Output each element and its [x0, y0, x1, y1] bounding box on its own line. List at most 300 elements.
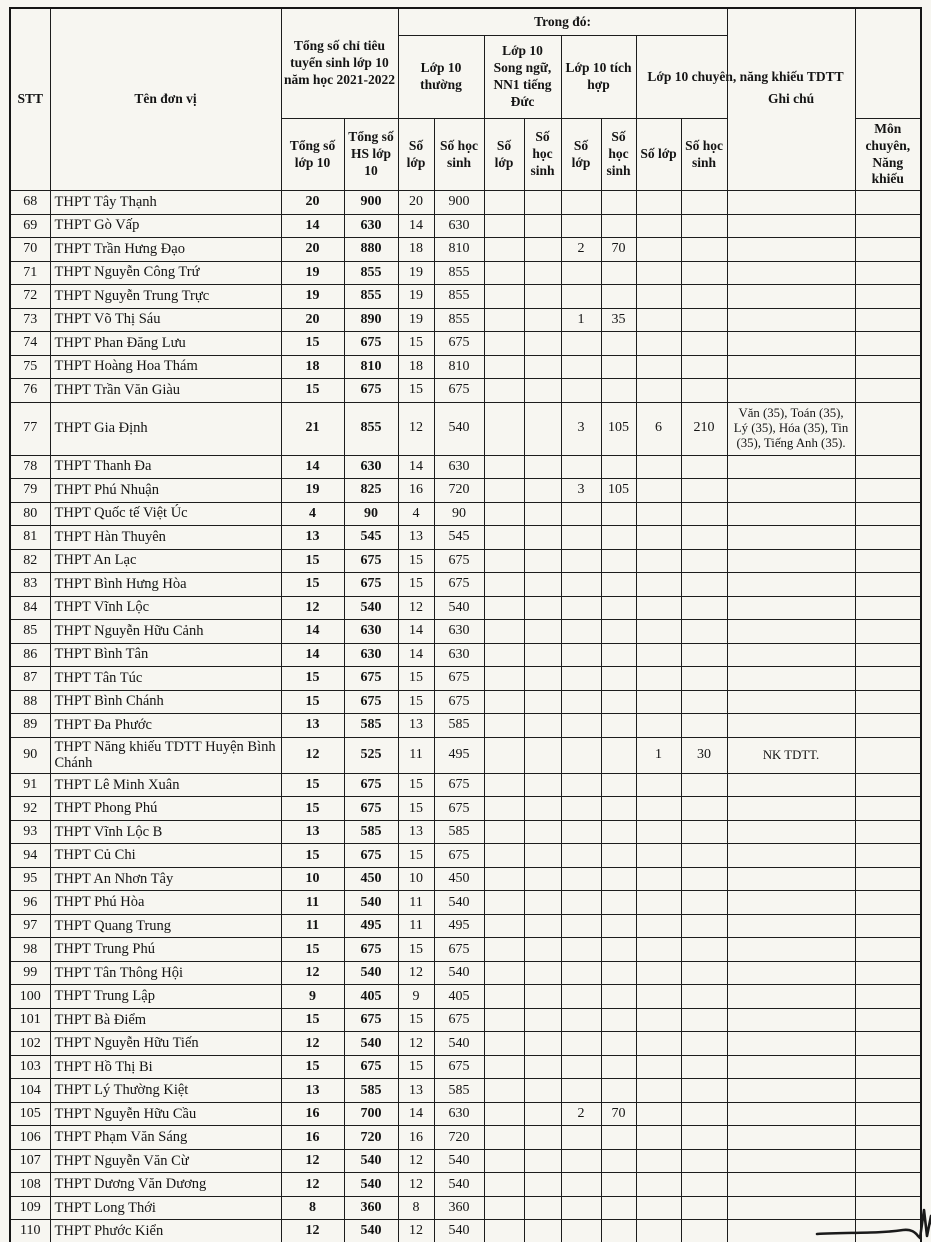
- row-cell-ghi-chu: [855, 690, 921, 714]
- table-row: [10, 844, 921, 868]
- row-cell-chuyen-so-hs: [681, 1102, 727, 1126]
- row-cell-thuong-so-hs: 630: [434, 643, 484, 667]
- row-name: THPT Quốc tế Việt Úc: [50, 502, 281, 526]
- row-cell-tong-so-hs: 675: [344, 844, 398, 868]
- row-cell-tich-hop-so-lop: [561, 261, 601, 285]
- row-cell-tich-hop-so-hs: [601, 455, 636, 479]
- row-cell-thuong-so-hs: 720: [434, 1126, 484, 1150]
- row-stt: 92: [10, 797, 50, 821]
- row-stt: 79: [10, 479, 50, 503]
- row-cell-thuong-so-lop: 15: [398, 573, 434, 597]
- row-cell-tong-so-lop: 19: [281, 285, 344, 309]
- row-cell-thuong-so-hs: 630: [434, 214, 484, 238]
- row-cell-thuong-so-hs: 630: [434, 620, 484, 644]
- table-row: [10, 620, 921, 644]
- row-stt: 88: [10, 690, 50, 714]
- row-name: THPT Phú Hòa: [50, 891, 281, 915]
- row-stt: 71: [10, 261, 50, 285]
- row-cell-chuyen-so-hs: [681, 1173, 727, 1197]
- header-group-tich-hop: Lớp 10 tích hợp: [561, 36, 636, 119]
- row-cell-thuong-so-lop: 13: [398, 526, 434, 550]
- header-sub-tong-so-hs: Tổng số HS lớp 10: [344, 119, 398, 191]
- row-cell-tich-hop-so-lop: 3: [561, 479, 601, 503]
- row-cell-tong-so-lop: 8: [281, 1196, 344, 1220]
- row-cell-tong-so-lop: 16: [281, 1102, 344, 1126]
- row-cell-chuyen-so-hs: [681, 1126, 727, 1150]
- row-cell-tich-hop-so-hs: [601, 1173, 636, 1197]
- row-cell-song-ngu-so-hs: [524, 332, 561, 356]
- row-cell-tich-hop-so-lop: [561, 938, 601, 962]
- table-row: [10, 867, 921, 891]
- table-row: [10, 1173, 921, 1197]
- row-cell-thuong-so-hs: 675: [434, 690, 484, 714]
- row-cell-mon-chuyen: [727, 867, 855, 891]
- row-stt: 74: [10, 332, 50, 356]
- row-cell-tich-hop-so-hs: [601, 1126, 636, 1150]
- row-cell-song-ngu-so-hs: [524, 714, 561, 738]
- row-cell-ghi-chu: [855, 820, 921, 844]
- row-cell-thuong-so-lop: 16: [398, 1126, 434, 1150]
- row-name: THPT Đa Phước: [50, 714, 281, 738]
- row-cell-tich-hop-so-lop: [561, 214, 601, 238]
- row-cell-mon-chuyen: [727, 714, 855, 738]
- row-cell-tong-so-hs: 630: [344, 620, 398, 644]
- row-cell-thuong-so-lop: 12: [398, 961, 434, 985]
- row-cell-chuyen-so-lop: [636, 1126, 681, 1150]
- row-cell-song-ngu-so-hs: [524, 402, 561, 455]
- row-stt: 82: [10, 549, 50, 573]
- row-cell-ghi-chu: [855, 1102, 921, 1126]
- row-cell-chuyen-so-hs: [681, 844, 727, 868]
- row-cell-chuyen-so-lop: [636, 308, 681, 332]
- row-cell-chuyen-so-hs: [681, 573, 727, 597]
- row-stt: 78: [10, 455, 50, 479]
- row-cell-mon-chuyen: [727, 914, 855, 938]
- row-cell-song-ngu-so-lop: [484, 714, 524, 738]
- row-cell-ghi-chu: [855, 914, 921, 938]
- row-cell-tich-hop-so-hs: [601, 573, 636, 597]
- row-cell-song-ngu-so-lop: [484, 1173, 524, 1197]
- row-cell-ghi-chu: [855, 526, 921, 550]
- row-cell-tong-so-hs: 630: [344, 214, 398, 238]
- row-cell-chuyen-so-lop: [636, 867, 681, 891]
- row-cell-tich-hop-so-hs: [601, 526, 636, 550]
- row-cell-ghi-chu: [855, 1008, 921, 1032]
- row-cell-tong-so-hs: 540: [344, 1149, 398, 1173]
- row-cell-tong-so-lop: 4: [281, 502, 344, 526]
- row-cell-thuong-so-hs: 540: [434, 596, 484, 620]
- row-stt: 73: [10, 308, 50, 332]
- row-cell-tich-hop-so-hs: 105: [601, 402, 636, 455]
- row-cell-chuyen-so-hs: [681, 914, 727, 938]
- row-cell-thuong-so-lop: 12: [398, 596, 434, 620]
- row-cell-chuyen-so-lop: 1: [636, 737, 681, 773]
- row-cell-song-ngu-so-hs: [524, 261, 561, 285]
- row-cell-tong-so-lop: 19: [281, 479, 344, 503]
- row-cell-tong-so-hs: 855: [344, 402, 398, 455]
- row-cell-song-ngu-so-hs: [524, 867, 561, 891]
- row-stt: 103: [10, 1055, 50, 1079]
- row-cell-tich-hop-so-lop: [561, 714, 601, 738]
- row-cell-tong-so-lop: 15: [281, 844, 344, 868]
- row-cell-song-ngu-so-lop: [484, 308, 524, 332]
- row-cell-ghi-chu: [855, 502, 921, 526]
- row-cell-chuyen-so-lop: [636, 961, 681, 985]
- row-cell-song-ngu-so-lop: [484, 1079, 524, 1103]
- row-cell-mon-chuyen: [727, 1196, 855, 1220]
- row-cell-tong-so-hs: 630: [344, 455, 398, 479]
- row-cell-tong-so-lop: 20: [281, 308, 344, 332]
- row-cell-song-ngu-so-hs: [524, 1126, 561, 1150]
- row-cell-chuyen-so-lop: [636, 573, 681, 597]
- row-stt: 84: [10, 596, 50, 620]
- row-name: THPT Dương Văn Dương: [50, 1173, 281, 1197]
- row-cell-song-ngu-so-lop: [484, 891, 524, 915]
- row-cell-thuong-so-hs: 675: [434, 797, 484, 821]
- row-cell-tich-hop-so-hs: [601, 714, 636, 738]
- row-cell-tich-hop-so-hs: 70: [601, 1102, 636, 1126]
- table-row: [10, 914, 921, 938]
- row-cell-tong-so-hs: 450: [344, 867, 398, 891]
- row-cell-tong-so-hs: 810: [344, 355, 398, 379]
- row-cell-song-ngu-so-lop: [484, 797, 524, 821]
- row-cell-mon-chuyen: [727, 214, 855, 238]
- row-cell-chuyen-so-lop: [636, 261, 681, 285]
- row-cell-song-ngu-so-lop: [484, 1008, 524, 1032]
- row-stt: 76: [10, 379, 50, 403]
- row-cell-chuyen-so-hs: [681, 191, 727, 215]
- row-name: THPT Nguyễn Văn Cừ: [50, 1149, 281, 1173]
- row-cell-song-ngu-so-hs: [524, 797, 561, 821]
- row-name: THPT An Lạc: [50, 549, 281, 573]
- row-cell-tich-hop-so-hs: [601, 867, 636, 891]
- row-name: THPT Củ Chi: [50, 844, 281, 868]
- row-cell-song-ngu-so-hs: [524, 844, 561, 868]
- row-cell-song-ngu-so-hs: [524, 573, 561, 597]
- row-cell-ghi-chu: [855, 191, 921, 215]
- row-cell-ghi-chu: [855, 332, 921, 356]
- row-cell-tong-so-lop: 9: [281, 985, 344, 1009]
- row-cell-tong-so-lop: 15: [281, 773, 344, 797]
- row-cell-tich-hop-so-hs: [601, 502, 636, 526]
- row-cell-song-ngu-so-lop: [484, 285, 524, 309]
- table-row: [10, 479, 921, 503]
- row-cell-thuong-so-lop: 15: [398, 332, 434, 356]
- row-cell-tich-hop-so-hs: [601, 938, 636, 962]
- table-header: [10, 8, 921, 191]
- row-cell-tich-hop-so-hs: [601, 214, 636, 238]
- row-cell-chuyen-so-hs: [681, 479, 727, 503]
- row-cell-chuyen-so-hs: [681, 643, 727, 667]
- row-stt: 99: [10, 961, 50, 985]
- row-cell-tich-hop-so-hs: [601, 285, 636, 309]
- row-cell-chuyen-so-lop: [636, 191, 681, 215]
- row-cell-song-ngu-so-lop: [484, 737, 524, 773]
- row-cell-tich-hop-so-hs: [601, 961, 636, 985]
- row-cell-thuong-so-lop: 15: [398, 667, 434, 691]
- row-cell-chuyen-so-hs: 210: [681, 402, 727, 455]
- row-cell-thuong-so-lop: 18: [398, 238, 434, 262]
- row-cell-chuyen-so-hs: [681, 285, 727, 309]
- row-cell-thuong-so-lop: 15: [398, 1055, 434, 1079]
- row-cell-tich-hop-so-lop: 2: [561, 1102, 601, 1126]
- row-cell-tong-so-lop: 12: [281, 1032, 344, 1056]
- row-stt: 87: [10, 667, 50, 691]
- row-cell-ghi-chu: [855, 938, 921, 962]
- row-cell-chuyen-so-hs: [681, 308, 727, 332]
- row-cell-mon-chuyen: [727, 690, 855, 714]
- row-stt: 107: [10, 1149, 50, 1173]
- table-row: [10, 1196, 921, 1220]
- row-cell-song-ngu-so-hs: [524, 1220, 561, 1242]
- row-cell-chuyen-so-lop: [636, 1032, 681, 1056]
- row-cell-mon-chuyen: [727, 938, 855, 962]
- row-cell-ghi-chu: [855, 985, 921, 1009]
- row-cell-mon-chuyen: [727, 1008, 855, 1032]
- row-cell-chuyen-so-lop: [636, 1102, 681, 1126]
- row-name: THPT Quang Trung: [50, 914, 281, 938]
- row-cell-thuong-so-lop: 10: [398, 867, 434, 891]
- table-row: [10, 238, 921, 262]
- row-cell-mon-chuyen: [727, 1149, 855, 1173]
- row-cell-thuong-so-lop: 18: [398, 355, 434, 379]
- row-cell-mon-chuyen: [727, 549, 855, 573]
- row-stt: 98: [10, 938, 50, 962]
- row-cell-mon-chuyen: [727, 308, 855, 332]
- row-stt: 81: [10, 526, 50, 550]
- row-cell-tich-hop-so-lop: [561, 773, 601, 797]
- row-cell-tong-so-hs: 855: [344, 285, 398, 309]
- row-cell-chuyen-so-hs: [681, 1055, 727, 1079]
- row-stt: 69: [10, 214, 50, 238]
- row-cell-tich-hop-so-lop: [561, 549, 601, 573]
- row-cell-tich-hop-so-lop: 1: [561, 308, 601, 332]
- row-cell-chuyen-so-hs: [681, 502, 727, 526]
- table-row: [10, 961, 921, 985]
- row-name: THPT Lê Minh Xuân: [50, 773, 281, 797]
- row-cell-chuyen-so-lop: [636, 379, 681, 403]
- row-cell-song-ngu-so-lop: [484, 502, 524, 526]
- row-cell-ghi-chu: [855, 261, 921, 285]
- row-cell-tich-hop-so-lop: [561, 502, 601, 526]
- row-cell-tong-so-hs: 700: [344, 1102, 398, 1126]
- row-cell-chuyen-so-lop: [636, 214, 681, 238]
- row-cell-thuong-so-hs: 585: [434, 820, 484, 844]
- row-cell-tich-hop-so-lop: [561, 914, 601, 938]
- row-cell-thuong-so-hs: 900: [434, 191, 484, 215]
- table-row: [10, 1055, 921, 1079]
- row-cell-ghi-chu: [855, 1149, 921, 1173]
- row-cell-chuyen-so-hs: [681, 714, 727, 738]
- row-cell-mon-chuyen: [727, 191, 855, 215]
- row-cell-song-ngu-so-lop: [484, 820, 524, 844]
- row-cell-thuong-so-hs: 585: [434, 1079, 484, 1103]
- row-cell-tich-hop-so-hs: [601, 355, 636, 379]
- table-row: [10, 402, 921, 455]
- row-cell-tong-so-hs: 720: [344, 1126, 398, 1150]
- row-cell-song-ngu-so-hs: [524, 773, 561, 797]
- row-cell-mon-chuyen: [727, 844, 855, 868]
- row-stt: 94: [10, 844, 50, 868]
- row-cell-thuong-so-lop: 14: [398, 620, 434, 644]
- row-cell-song-ngu-so-lop: [484, 1102, 524, 1126]
- row-cell-tich-hop-so-lop: [561, 891, 601, 915]
- row-cell-tong-so-lop: 15: [281, 379, 344, 403]
- row-cell-chuyen-so-lop: [636, 479, 681, 503]
- enrollment-quota-table: [9, 7, 922, 1242]
- row-cell-tong-so-hs: 540: [344, 1220, 398, 1242]
- row-cell-tong-so-hs: 675: [344, 690, 398, 714]
- row-cell-thuong-so-lop: 13: [398, 714, 434, 738]
- row-cell-song-ngu-so-lop: [484, 479, 524, 503]
- row-cell-tong-so-hs: 675: [344, 797, 398, 821]
- row-cell-song-ngu-so-hs: [524, 1196, 561, 1220]
- row-cell-tich-hop-so-hs: [601, 1008, 636, 1032]
- row-cell-tich-hop-so-lop: [561, 1008, 601, 1032]
- row-cell-chuyen-so-hs: [681, 938, 727, 962]
- row-cell-chuyen-so-hs: [681, 1196, 727, 1220]
- row-cell-thuong-so-lop: 11: [398, 737, 434, 773]
- row-cell-chuyen-so-lop: [636, 238, 681, 262]
- row-cell-tong-so-lop: 10: [281, 867, 344, 891]
- row-cell-ghi-chu: [855, 379, 921, 403]
- row-cell-tong-so-lop: 20: [281, 191, 344, 215]
- row-cell-chuyen-so-lop: [636, 1196, 681, 1220]
- row-cell-tong-so-hs: 90: [344, 502, 398, 526]
- row-cell-ghi-chu: [855, 455, 921, 479]
- row-cell-chuyen-so-hs: [681, 1079, 727, 1103]
- row-cell-chuyen-so-lop: [636, 355, 681, 379]
- row-cell-ghi-chu: [855, 961, 921, 985]
- row-cell-tich-hop-so-lop: [561, 667, 601, 691]
- row-cell-tich-hop-so-lop: [561, 690, 601, 714]
- row-cell-thuong-so-hs: 540: [434, 1032, 484, 1056]
- row-cell-thuong-so-hs: 675: [434, 573, 484, 597]
- table-row: [10, 332, 921, 356]
- table-row: [10, 643, 921, 667]
- row-cell-ghi-chu: [855, 1032, 921, 1056]
- row-cell-chuyen-so-lop: [636, 1055, 681, 1079]
- row-name: THPT Gò Vấp: [50, 214, 281, 238]
- row-cell-ghi-chu: [855, 238, 921, 262]
- row-cell-song-ngu-so-lop: [484, 596, 524, 620]
- row-cell-song-ngu-so-hs: [524, 690, 561, 714]
- row-cell-thuong-so-hs: 540: [434, 1173, 484, 1197]
- row-cell-thuong-so-lop: 12: [398, 1220, 434, 1242]
- row-cell-thuong-so-hs: 675: [434, 379, 484, 403]
- row-cell-mon-chuyen: Văn (35), Toán (35), Lý (35), Hóa (35), Tin (35), Tiếng Anh (35).: [727, 402, 855, 455]
- row-cell-thuong-so-hs: 675: [434, 667, 484, 691]
- row-cell-chuyen-so-lop: [636, 797, 681, 821]
- header-group-chuyen: Lớp 10 chuyên, năng khiếu TDTT: [636, 36, 855, 119]
- row-name: THPT Vĩnh Lộc B: [50, 820, 281, 844]
- row-cell-thuong-so-lop: 19: [398, 285, 434, 309]
- row-cell-thuong-so-lop: 14: [398, 455, 434, 479]
- row-name: THPT Bình Tân: [50, 643, 281, 667]
- row-cell-tong-so-lop: 14: [281, 620, 344, 644]
- table-row: [10, 1102, 921, 1126]
- row-cell-chuyen-so-lop: [636, 332, 681, 356]
- row-cell-song-ngu-so-lop: [484, 214, 524, 238]
- row-stt: 97: [10, 914, 50, 938]
- row-cell-chuyen-so-hs: [681, 549, 727, 573]
- row-cell-chuyen-so-lop: [636, 714, 681, 738]
- row-cell-mon-chuyen: [727, 238, 855, 262]
- row-cell-mon-chuyen: [727, 355, 855, 379]
- row-cell-chuyen-so-hs: [681, 985, 727, 1009]
- row-cell-tich-hop-so-hs: 35: [601, 308, 636, 332]
- row-stt: 70: [10, 238, 50, 262]
- table-row: [10, 714, 921, 738]
- row-cell-song-ngu-so-lop: [484, 191, 524, 215]
- row-cell-song-ngu-so-hs: [524, 549, 561, 573]
- row-cell-tong-so-lop: 12: [281, 1220, 344, 1242]
- row-stt: 96: [10, 891, 50, 915]
- table-row: [10, 667, 921, 691]
- header-ghi-chu: Ghi chú: [727, 8, 855, 191]
- row-cell-tong-so-lop: 20: [281, 238, 344, 262]
- table-row: [10, 985, 921, 1009]
- row-name: THPT Trần Văn Giàu: [50, 379, 281, 403]
- row-cell-thuong-so-hs: 720: [434, 479, 484, 503]
- row-cell-ghi-chu: [855, 549, 921, 573]
- row-cell-chuyen-so-hs: [681, 214, 727, 238]
- row-cell-chuyen-so-lop: [636, 667, 681, 691]
- row-cell-song-ngu-so-hs: [524, 1008, 561, 1032]
- row-cell-thuong-so-hs: 360: [434, 1196, 484, 1220]
- row-cell-ghi-chu: [855, 402, 921, 455]
- row-cell-tich-hop-so-lop: [561, 526, 601, 550]
- header-sub-tong-so-lop: Tổng số lớp 10: [281, 119, 344, 191]
- row-cell-thuong-so-hs: 585: [434, 714, 484, 738]
- row-cell-tong-so-lop: 13: [281, 1079, 344, 1103]
- row-cell-song-ngu-so-lop: [484, 261, 524, 285]
- row-name: THPT Võ Thị Sáu: [50, 308, 281, 332]
- row-cell-tong-so-hs: 540: [344, 961, 398, 985]
- table-row: [10, 308, 921, 332]
- row-cell-song-ngu-so-lop: [484, 355, 524, 379]
- row-cell-thuong-so-hs: 675: [434, 844, 484, 868]
- row-name: THPT Bình Hưng Hòa: [50, 573, 281, 597]
- row-cell-chuyen-so-hs: [681, 773, 727, 797]
- row-cell-mon-chuyen: [727, 985, 855, 1009]
- row-stt: 106: [10, 1126, 50, 1150]
- row-cell-thuong-so-hs: 545: [434, 526, 484, 550]
- row-cell-chuyen-so-hs: [681, 1149, 727, 1173]
- row-stt: 72: [10, 285, 50, 309]
- row-cell-ghi-chu: [855, 1220, 921, 1242]
- row-cell-tich-hop-so-hs: [601, 549, 636, 573]
- header-trong-do: Trong đó:: [398, 8, 727, 36]
- header-sub-so-hoc-sinh-chuyen: Số học sinh: [681, 119, 727, 191]
- row-cell-thuong-so-lop: 14: [398, 643, 434, 667]
- row-cell-tich-hop-so-lop: [561, 820, 601, 844]
- row-cell-ghi-chu: [855, 596, 921, 620]
- row-cell-tich-hop-so-lop: [561, 1196, 601, 1220]
- row-cell-tong-so-lop: 16: [281, 1126, 344, 1150]
- row-stt: 93: [10, 820, 50, 844]
- row-cell-song-ngu-so-hs: [524, 643, 561, 667]
- row-cell-tich-hop-so-lop: [561, 797, 601, 821]
- row-cell-chuyen-so-lop: [636, 1008, 681, 1032]
- row-cell-song-ngu-so-hs: [524, 285, 561, 309]
- row-cell-ghi-chu: [855, 1173, 921, 1197]
- table-row: [10, 526, 921, 550]
- row-cell-song-ngu-so-lop: [484, 238, 524, 262]
- row-name: THPT Phú Nhuận: [50, 479, 281, 503]
- row-cell-tich-hop-so-hs: [601, 844, 636, 868]
- row-cell-tong-so-lop: 13: [281, 820, 344, 844]
